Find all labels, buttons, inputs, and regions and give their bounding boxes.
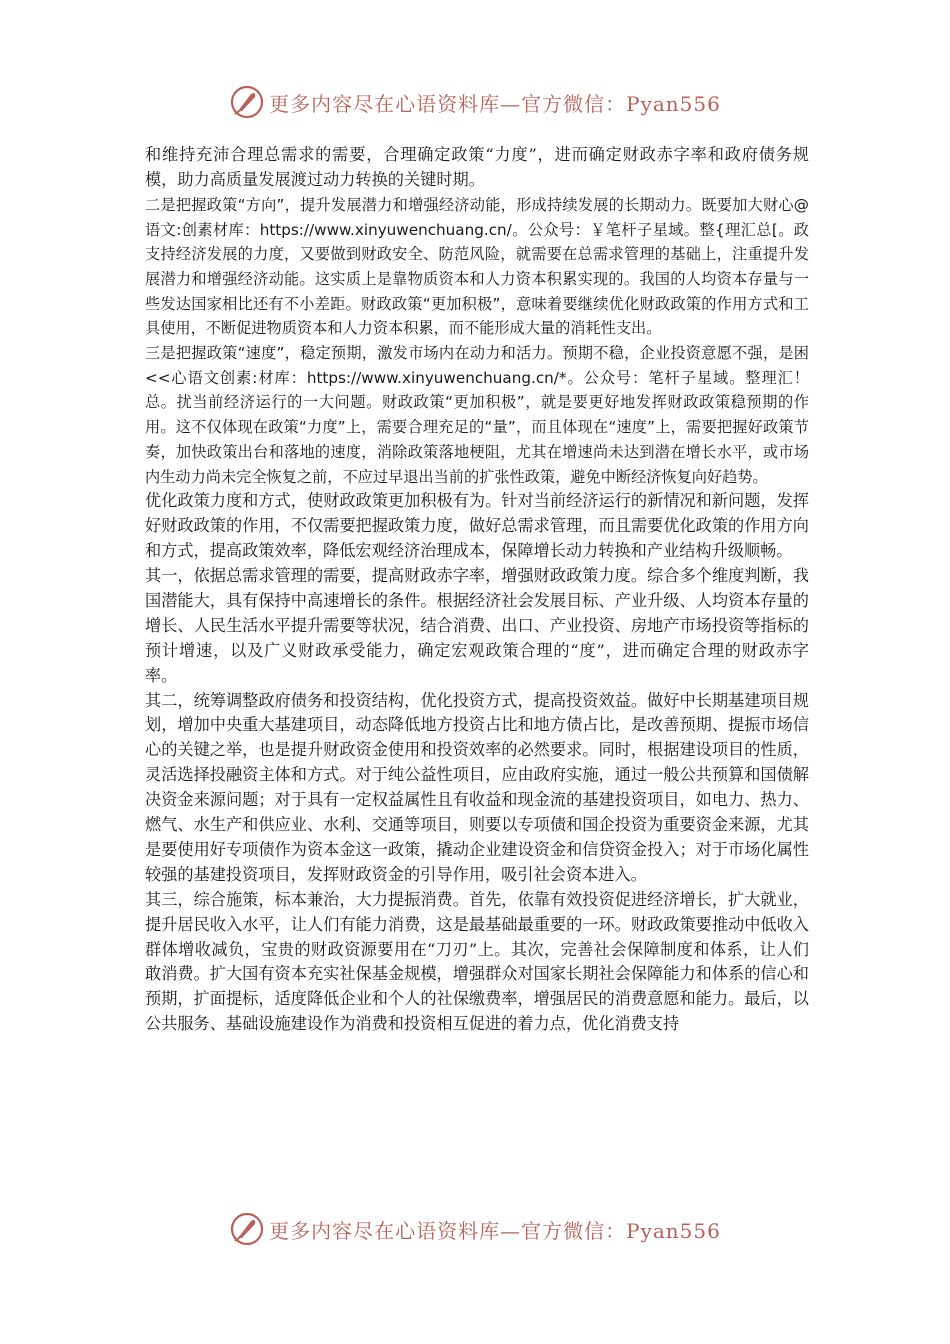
paragraph-5: 其一，依据总需求管理的需要，提高财政赤字率，增强财政政策力度。综合多个维度判断，我国潜能大，具有保持中高速增长的条件。根据经济社会发展目标、产业升级、人均资本存量的增长、人民生活水平提升需要等状况，结合消费、出口、产业投资、房地产市场投资等指标的预计增速，以及广义财政承受能力，确定宏观政策合理的“度”，进而确定合理的财政赤字率。	[145, 565, 809, 685]
paragraph-2: 二是把握政策“方向”，提升发展潜力和增强经济动能，形成持续发展的长期动力。既要加大财心@语文:创素材库：https://www.xinyuwenchuang.cn/。公众号：￥笔杆子星域。整{理汇总[。政支持经济发展的力度，又要做到财政安全、防范风险，就需要在总需求管理的基础上，注重提升发展潜力和增强经济动能。这实质上是靠物质资本和人力资本积累实现的。我国的人均资本存量与一些发达国家相比还有不小差距。财政政策“更加积极”，意味着要继续优化财政政策的作用方式和工具使用，不断促进物质资本和人力资本积累，而不能形成大量的消耗性支出。	[145, 195, 809, 338]
paragraph-6: 其二，统筹调整政府债务和投资结构，优化投资方式，提高投资效益。做好中长期基建项目规划，增加中央重大基建项目，动态降低地方投资占比和地方债占比，是改善预期、提振市场信心的关键之举，也是提升财政资金使用和投资效率的必然要求。同时，根据建设项目的性质，灵活选择投融资主体和方式。对于纯公益性项目，应由政府实施，通过一般公共预算和国债解决资金来源问题；对于具有一定权益属性且有收益和现金流的基建投资项目，如电力、热力、燃气、水生产和供应业、水利、交通等项目，则要以专项债和国企投资为重要资金来源，尤其是要使用好专项债作为资本金这一政策，撬动企业建设资金和信贷资金投入；对于市场化属性较强的基建投资项目，发挥财政资金的引导作用，吸引社会资本进入。	[145, 690, 809, 884]
paragraph-3: 三是把握政策“速度”，稳定预期，激发市场内在动力和活力。预期不稳，企业投资意愿不强，是困<<心语文创素:材库：https://www.xinyuwenchuang.cn/*。公众号：笔杆子星域。整理汇！总。扰当前经济运行的一大问题。财政政策“更加积极”，就是要更好地发挥财政政策稳预期的作用。这不仅体现在政策“力度”上，需要合理充足的“量”，而且体现在“速度”上，需要把握好政策节奏，加快政策出台和落地的速度，消除政策落地梗阻，尤其在增速尚未达到潜在增长水平，或市场内生动力尚未完全恢复之前，不应过早退出当前的扩张性政策，避免中断经济恢复向好趋势。	[145, 344, 809, 486]
paragraph-1: 和维持充沛合理总需求的需要，合理确定政策“力度”，进而确定财政赤字率和政府债务规模，助力高质量发展渡过动力转换的关键时期。	[145, 145, 809, 189]
quill-logo-icon	[229, 84, 265, 120]
footer-text: 更多内容尽在心语资料库—官方微信：Pyan556	[269, 1218, 721, 1243]
header-text: 更多内容尽在心语资料库—官方微信：Pyan556	[269, 91, 721, 116]
document-body	[145, 143, 809, 1037]
quill-logo-icon	[229, 1211, 265, 1247]
paragraph-7: 其三，综合施策，标本兼治，大力提振消费。首先，依靠有效投资促进经济增长，扩大就业，提升居民收入水平，让人们有能力消费，这是最基础最重要的一环。财政政策要推动中低收入群体增收减负，宝贵的财政资源要用在“刀刃”上。其次，完善社会保障制度和体系，让人们敢消费。扩大国有资本充实社保基金规模，增强群众对国家长期社会保障能力和体系的信心和预期，扩面提标，适度降低企业和个人的社保缴费率，增强居民的消费意愿和能力。最后，以公共服务、基础设施建设作为消费和投资相互促进的着力点，优化消费支持	[145, 889, 809, 1034]
header-banner	[0, 82, 950, 122]
footer-banner	[0, 1209, 950, 1249]
paragraph-4: 优化政策力度和方式，使财政政策更加积极有为。针对当前经济运行的新情况和新问题，发挥好财政政策的作用，不仅需要把握政策力度，做好总需求管理，而且需要优化政策的作用方向和方式，提高政策效率，降低宏观经济治理成本，保障增长动力转换和产业结构升级顺畅。	[145, 491, 809, 561]
